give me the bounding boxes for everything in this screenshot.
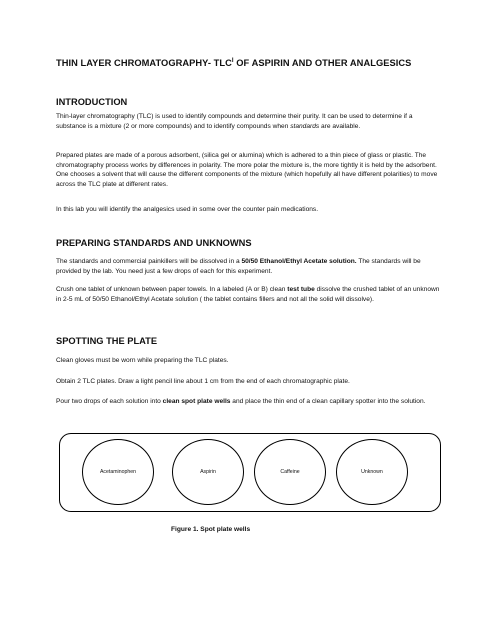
figure-caption: Figure 1. Spot plate wells [171,526,251,533]
spot-plate-figure [59,433,441,512]
spot-well-caffeine: Caffeine [254,439,326,505]
title-footnote-marker: I [231,57,234,64]
spot-paragraph-1: Clean gloves must be worn while preparing the TLC plates. [56,357,229,364]
heading-introduction: INTRODUCTION [56,97,128,107]
prep-paragraph-2: Crush one tablet of unknown between paper towels. In a labeled (A or B) clean test tube dissolve the crushed tablet of an unknown in 2-5 mL of 50/50 Ethanol/Ethyl Acetate solution ( the tablet contains fillers and not all the solid will dissolve). [56,286,440,303]
intro-paragraph-2: Prepared plates are made of a porous adsorbent, (silica gel or alumina) which is adhered to a thin piece of glass or plastic. The chromatography process works by differences in polarity. The more polar the mixture is, the more tightly it is held by the adsorbent. One chooses a solvent that will cause the different components of the mixture (which hopefully all have different polarities) to move across the TLC plate at different rates. [56,152,438,188]
spot-paragraph-3: Pour two drops of each solution into clean spot plate wells and place the thin end of a clean capillary spotter into the solution. [56,398,426,405]
spot-well-unknown: Unknown [336,439,408,505]
document-title: THIN LAYER CHROMATOGRAPHY- $TLC^I$ OF ASPIRIN AND OTHER ANALGESICS [56,57,412,68]
spot-paragraph-2: Obtain 2 TLC plates. Draw a light pencil line about 1 cm from the end of each chromatographic plate. [56,378,350,385]
prep-paragraph-1: The standards and commercial painkillers will be dissolved in a 50/50 Ethanol/Ethyl Acetate solution. The standards will be provided by the lab. You need just a few drops of each for this experiment. [56,258,421,275]
heading-preparing-standards: PREPARING STANDARDS AND UNKNOWNS [56,238,252,248]
spot-well-acetaminophen: Acetaminophen [82,439,154,505]
heading-spotting-plate: SPOTTING THE PLATE [56,336,158,346]
intro-paragraph-3: In this lab you will identify the analgesics used in some over the counter pain medications. [56,206,319,213]
spot-well-aspirin: Aspirin [172,439,244,505]
intro-paragraph-1: Thin-layer chromatography (TLC) is used to identify compounds and determine their purity. It can be used to determine if a substance is a mixture (2 or more compounds) and to identify compounds when standards are available. [56,113,413,130]
